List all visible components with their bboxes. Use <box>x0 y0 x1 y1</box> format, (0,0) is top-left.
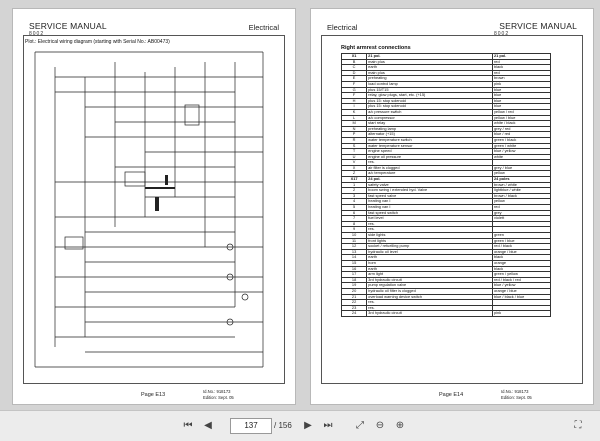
function-cell: plus 15: stop solenoid <box>367 98 493 104</box>
function-cell: a/c compressor <box>367 115 493 121</box>
manual-model: 8002 <box>29 31 45 37</box>
function-cell: plus 15: stop solenoid <box>367 104 493 110</box>
manual-model: 8002 <box>494 31 510 37</box>
pin-cell: 1 <box>342 182 367 188</box>
function-cell: fuel level <box>367 216 493 222</box>
function-cell: res. <box>367 160 493 166</box>
function-cell: heating van I <box>367 199 493 205</box>
function-cell: water temperature sensor <box>367 143 493 149</box>
page-footer <box>439 392 463 398</box>
color-cell: green / white <box>492 143 550 149</box>
pin-cell: 15 <box>342 260 367 266</box>
pin-cell: 2 <box>342 188 367 194</box>
zoom-in-icon[interactable]: ⊕ <box>395 420 405 431</box>
color-cell: white / black <box>492 121 550 127</box>
fullscreen-icon[interactable]: ⛶ <box>574 420 582 431</box>
color-cell: blue <box>492 98 550 104</box>
pin-cell: 17 <box>342 272 367 278</box>
pin-cell: 8 <box>342 221 367 227</box>
page-label: Page <box>439 392 452 398</box>
color-cell: pink <box>492 311 550 317</box>
color-cell: lightblue / white <box>492 188 550 194</box>
page-topic: Electrical <box>248 23 279 32</box>
pin-cell: F <box>342 81 367 87</box>
color-cell: red <box>492 59 550 65</box>
pin-cell: 14 <box>342 255 367 261</box>
color-cell: blue / red <box>492 132 550 138</box>
color-cell: green / yellow <box>492 272 550 278</box>
function-cell: main plus <box>367 59 493 65</box>
pin-cell: D <box>342 70 367 76</box>
pin-cell: 6 <box>342 210 367 216</box>
function-cell: preheating <box>367 76 493 82</box>
pin-cell: X17 <box>342 177 367 183</box>
function-cell: a/c pressure switch <box>367 109 493 115</box>
color-cell: black <box>492 65 550 71</box>
wiring-diagram <box>25 47 283 372</box>
color-cell: green <box>492 233 550 239</box>
id-label: Id.No.: <box>501 389 514 395</box>
section-title: Right armrest connections <box>341 45 411 51</box>
page-meta <box>203 389 234 400</box>
function-cell: socket / refuelling pump <box>367 244 493 250</box>
color-cell: black <box>492 255 550 261</box>
color-cell: white <box>492 154 550 160</box>
color-cell: orange / blue <box>492 249 550 255</box>
function-cell: res. <box>367 300 493 306</box>
function-cell: engine oil pressure <box>367 154 493 160</box>
pin-cell: C <box>342 65 367 71</box>
caption-prefix: Plot.: <box>25 39 37 45</box>
page-left <box>12 8 296 405</box>
page-number: E14 <box>453 392 464 398</box>
pin-cell: S <box>342 143 367 149</box>
function-cell: fast speed valve <box>367 193 493 199</box>
pin-cell: H <box>342 98 367 104</box>
color-cell: brown / black <box>492 193 550 199</box>
pin-cell: K <box>342 109 367 115</box>
page-right <box>310 8 594 405</box>
color-cell: orange <box>492 260 550 266</box>
function-cell: side lights <box>367 233 493 239</box>
function-cell: hydraulic oil filter is clogged <box>367 288 493 294</box>
pin-cell: 24 <box>342 311 367 317</box>
function-cell: res. <box>367 227 493 233</box>
pin-cell: 13 <box>342 249 367 255</box>
color-cell: orange / blue <box>492 288 550 294</box>
pin-cell: N <box>342 126 367 132</box>
color-cell: blue / black / blue <box>492 294 550 300</box>
color-cell: red / black <box>492 244 550 250</box>
pin-cell: 7 <box>342 216 367 222</box>
pin-cell: 21 <box>342 294 367 300</box>
pin-cell: I <box>342 104 367 110</box>
function-cell: main plus <box>367 70 493 76</box>
page-topic: Electrical <box>327 23 358 32</box>
pin-cell: R <box>342 137 367 143</box>
pin-cell: M <box>342 121 367 127</box>
manual-title: SERVICE MANUAL <box>29 21 107 31</box>
page-total: / 156 <box>274 421 292 430</box>
pin-cell: 19 <box>342 283 367 289</box>
pin-cell: 10 <box>342 233 367 239</box>
color-cell: grey / red <box>492 126 550 132</box>
pin-cell: 23 <box>342 305 367 311</box>
function-cell: heating van I <box>367 205 493 211</box>
function-cell: horn <box>367 260 493 266</box>
function-cell: earth <box>367 65 493 71</box>
function-cell: safety valve <box>367 182 493 188</box>
function-cell: 21 pol. <box>367 54 493 60</box>
pin-cell: 20 <box>342 288 367 294</box>
function-cell: res. <box>367 305 493 311</box>
function-cell: earth <box>367 266 493 272</box>
edition-value: Sept. 05 <box>516 394 532 400</box>
caption-text: Electrical wiring diagram (starting with Serial No.: AB00473) <box>37 39 170 45</box>
function-cell: plus 15/T15 <box>367 87 493 93</box>
color-cell: blue <box>492 93 550 99</box>
function-cell: air filter is clogged <box>367 165 493 171</box>
page-number: E13 <box>155 392 166 398</box>
next-page-icon[interactable]: ▶ <box>304 420 312 431</box>
color-cell: yellow <box>492 171 550 177</box>
id-value: 918173 <box>514 389 529 395</box>
function-cell: a/c temperature <box>367 171 493 177</box>
color-cell: grey / blue <box>492 165 550 171</box>
function-cell: preheating lamp <box>367 126 493 132</box>
function-cell: 3rd hydraulic circuit <box>367 311 493 317</box>
diagram-caption <box>25 39 170 45</box>
edition-value: Sept. 05 <box>218 394 234 400</box>
pin-cell: F <box>342 93 367 99</box>
page-label: Page <box>141 392 154 398</box>
pin-cell: B <box>342 59 367 65</box>
color-cell: pink <box>492 81 550 87</box>
function-cell: relay, glow plugs, start, etc. (+15) <box>367 93 493 99</box>
function-cell: alternator (+15) <box>367 132 493 138</box>
color-cell: red <box>492 70 550 76</box>
color-cell: 21 pol. <box>492 54 550 60</box>
function-cell: pump regulation valve <box>367 283 493 289</box>
pin-cell: T <box>342 149 367 155</box>
function-cell: 24 pol. <box>367 177 493 183</box>
color-cell: yellow / red <box>492 109 550 115</box>
page-footer <box>141 392 165 398</box>
page-number-input[interactable]: 137 <box>230 418 272 434</box>
last-page-icon[interactable]: ⏭ <box>323 420 333 431</box>
function-cell: overload warning device switch <box>367 294 493 300</box>
color-cell: blue / yellow <box>492 283 550 289</box>
function-cell: 3rd hydraulic circuit <box>367 277 493 283</box>
fit-page-icon[interactable]: ⤢ <box>356 420 364 431</box>
function-cell: engine speed <box>367 149 493 155</box>
edition-label: Edition: <box>501 394 515 400</box>
pin-cell: P <box>342 132 367 138</box>
function-cell: boom swing / extended hyd. Valve <box>367 188 493 194</box>
color-cell: brown <box>492 76 550 82</box>
color-cell: blue <box>492 87 550 93</box>
function-cell: hydraulic oil level <box>367 249 493 255</box>
pin-cell: 9 <box>342 227 367 233</box>
pin-cell: X <box>342 165 367 171</box>
color-cell: blue / yellow <box>492 149 550 155</box>
pin-cell: 11 <box>342 238 367 244</box>
color-cell: yellow <box>492 199 550 205</box>
pin-cell: L <box>342 115 367 121</box>
color-cell: brown / white <box>492 182 550 188</box>
page-meta <box>501 389 532 400</box>
color-cell: grey <box>492 210 550 216</box>
function-cell: start relay <box>367 121 493 127</box>
pin-cell: 5 <box>342 205 367 211</box>
function-cell: earth <box>367 255 493 261</box>
function-cell: load control lamp <box>367 81 493 87</box>
color-cell: 24 poles <box>492 177 550 183</box>
color-cell: violett <box>492 216 550 222</box>
prev-page-icon[interactable]: ◀ <box>204 420 212 431</box>
edition-label: Edition: <box>203 394 217 400</box>
color-cell: red / black / red <box>492 277 550 283</box>
function-cell: fast speed switch <box>367 210 493 216</box>
id-value: 918173 <box>216 389 231 395</box>
pin-cell: 3 <box>342 193 367 199</box>
pin-cell: 22 <box>342 300 367 306</box>
pin-cell: G <box>342 87 367 93</box>
table-row <box>342 311 551 317</box>
pin-cell: 18 <box>342 277 367 283</box>
first-page-icon[interactable]: ⏮ <box>183 420 193 431</box>
pin-cell: Z <box>342 171 367 177</box>
function-cell: front lights <box>367 238 493 244</box>
color-cell: black <box>492 266 550 272</box>
pin-cell: U <box>342 154 367 160</box>
pin-cell: E <box>342 76 367 82</box>
function-cell: arm light <box>367 272 493 278</box>
pin-cell: 16 <box>342 266 367 272</box>
color-cell: red <box>492 205 550 211</box>
manual-title: SERVICE MANUAL <box>499 21 577 31</box>
color-cell: green / blue <box>492 238 550 244</box>
pin-cell: V <box>342 160 367 166</box>
connections-table <box>341 53 551 317</box>
function-cell: res. <box>367 221 493 227</box>
pin-cell: 12 <box>342 244 367 250</box>
viewer-toolbar <box>0 410 600 441</box>
pin-cell: 4 <box>342 199 367 205</box>
color-cell: yellow / blue <box>492 115 550 121</box>
id-label: Id.No.: <box>203 389 216 395</box>
color-cell: blue <box>492 104 550 110</box>
function-cell: water temperature switch <box>367 137 493 143</box>
zoom-out-icon[interactable]: ⊖ <box>375 420 385 431</box>
color-cell: green / black <box>492 137 550 143</box>
pin-cell: X1 <box>342 54 367 60</box>
